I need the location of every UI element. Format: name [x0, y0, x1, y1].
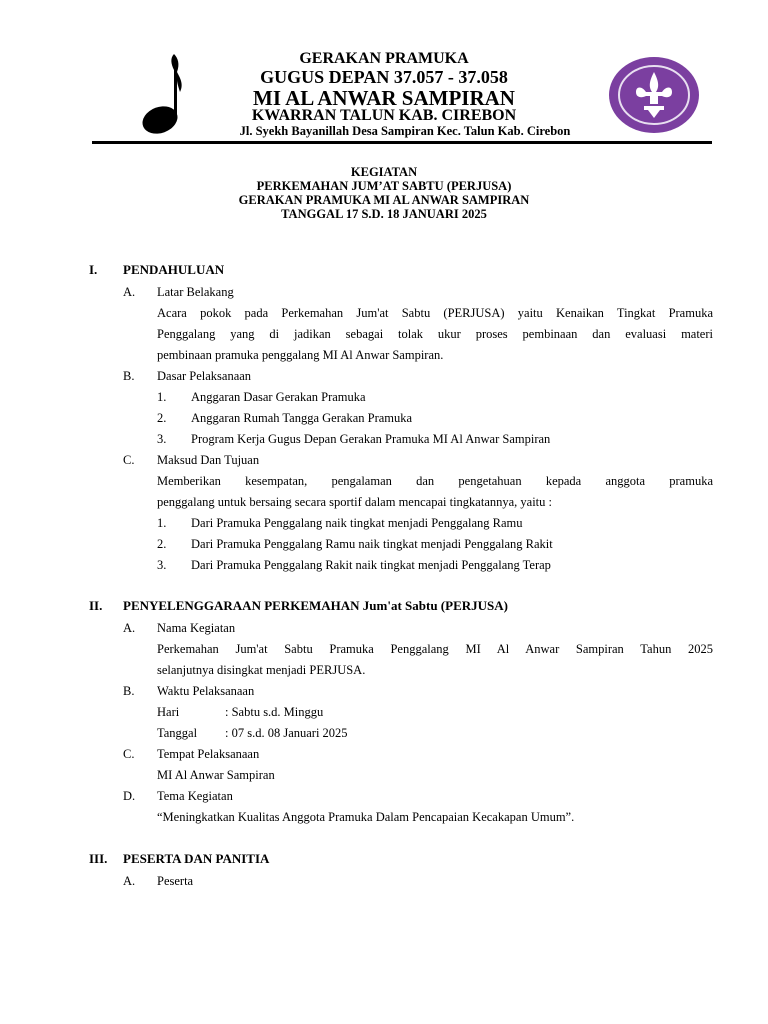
- list-item: Program Kerja Gugus Depan Gerakan Pramuka MI Al Anwar Sampiran: [191, 432, 551, 446]
- sub-letter: C.: [123, 453, 135, 467]
- subsection-title: Maksud Dan Tujuan: [157, 453, 260, 467]
- subsection-title: Nama Kegiatan: [157, 621, 236, 635]
- list-number: 3.: [157, 432, 167, 446]
- list-item: Dari Pramuka Penggalang Ramu naik tingkat menjadi Penggalang Rakit: [191, 537, 553, 551]
- kwarran: KWARRAN TALUN KAB. CIREBON: [251, 107, 517, 124]
- sub-letter: A.: [123, 874, 136, 888]
- subsection-title: Latar Belakang: [157, 285, 234, 299]
- sub-letter: B.: [123, 684, 135, 698]
- list-number: 2.: [157, 537, 167, 551]
- list-number: 3.: [157, 558, 167, 572]
- section-title: PESERTA DAN PANITIA: [123, 851, 270, 866]
- list-number: 1.: [157, 390, 167, 404]
- subsection-title: Dasar Pelaksanaan: [157, 369, 252, 383]
- tanggal-value: : 07 s.d. 08 Januari 2025: [225, 726, 348, 740]
- list-item: Anggaran Dasar Gerakan Pramuka: [191, 390, 366, 404]
- subsection-title: Peserta: [157, 874, 194, 888]
- gugus-depan: GUGUS DEPAN 37.057 - 37.058: [260, 67, 508, 87]
- school-name: MI AL ANWAR SAMPIRAN: [253, 86, 515, 110]
- location-value: MI Al Anwar Sampiran: [157, 768, 275, 782]
- paragraph-line: Penggalang yang di jadikan sebagai tolak ukur proses pembinaan dan evaluasi materi: [157, 327, 713, 341]
- paragraph-line: selanjutnya disingkat menjadi PERJUSA.: [157, 663, 366, 677]
- list-item: Anggaran Rumah Tangga Gerakan Pramuka: [191, 411, 413, 425]
- pramuka-emblem-icon: [608, 56, 700, 134]
- subsection-title: Tema Kegiatan: [157, 789, 233, 803]
- document-title: [0, 165, 768, 221]
- sub-letter: A.: [123, 621, 136, 635]
- section-title: PENYELENGGARAAN PERKEMAHAN Jum'at Sabtu (PERJUSA): [123, 598, 508, 613]
- list-number: 1.: [157, 516, 167, 530]
- paragraph-line: Perkemahan Jum'at Sabtu Pramuka Penggalang MI Al Anwar Sampiran Tahun 2025: [157, 642, 713, 656]
- sub-letter: D.: [123, 789, 136, 803]
- list-item: Dari Pramuka Penggalang naik tingkat menjadi Penggalang Ramu: [191, 516, 523, 530]
- paragraph-line: Acara pokok pada Perkemahan Jum'at Sabtu (PERJUSA) yaitu Kenaikan Tingkat Pramuka: [157, 306, 713, 320]
- sub-letter: A.: [123, 285, 136, 299]
- header-rule: [92, 141, 712, 144]
- theme-value: “Meningkatkan Kualitas Anggota Pramuka Dalam Pencapaian Kecakapan Umum”.: [157, 810, 575, 824]
- title-line-2: PERKEMAHAN JUM’AT SABTU (PERJUSA): [256, 179, 512, 193]
- hari-value: : Sabtu s.d. Minggu: [225, 705, 324, 719]
- section-title: PENDAHULUAN: [123, 262, 225, 277]
- paragraph-line: Memberikan kesempatan, pengalaman dan pengetahuan kepada anggota pramuka: [157, 474, 713, 488]
- subsection-title: Waktu Pelaksanaan: [157, 684, 255, 698]
- sub-letter: B.: [123, 369, 135, 383]
- paragraph-line: pembinaan pramuka penggalang MI Al Anwar Sampiran.: [157, 348, 444, 362]
- subsection-title: Tempat Pelaksanaan: [157, 747, 260, 761]
- org-name: GERAKAN PRAMUKA: [299, 50, 469, 67]
- list-number: 2.: [157, 411, 167, 425]
- sub-letter: C.: [123, 747, 135, 761]
- address: Jl. Syekh Bayanillah Desa Sampiran Kec. Talun Kab. Cirebon: [239, 124, 571, 138]
- paragraph-line: penggalang untuk bersaing secara sportif dalam mencapai tingkatannya, yaitu :: [157, 495, 553, 509]
- title-line-4: TANGGAL 17 S.D. 18 JANUARI 2025: [281, 207, 487, 221]
- section-number: III.: [89, 851, 108, 866]
- section-number: II.: [89, 598, 103, 613]
- tanggal-label: Tanggal: [157, 726, 198, 740]
- title-line-1: KEGIATAN: [350, 165, 418, 179]
- title-line-3: GERAKAN PRAMUKA MI AL ANWAR SAMPIRAN: [238, 193, 530, 207]
- list-item: Dari Pramuka Penggalang Rakit naik tingkat menjadi Penggalang Terap: [191, 558, 551, 572]
- hari-label: Hari: [157, 705, 180, 719]
- section-number: I.: [89, 262, 98, 277]
